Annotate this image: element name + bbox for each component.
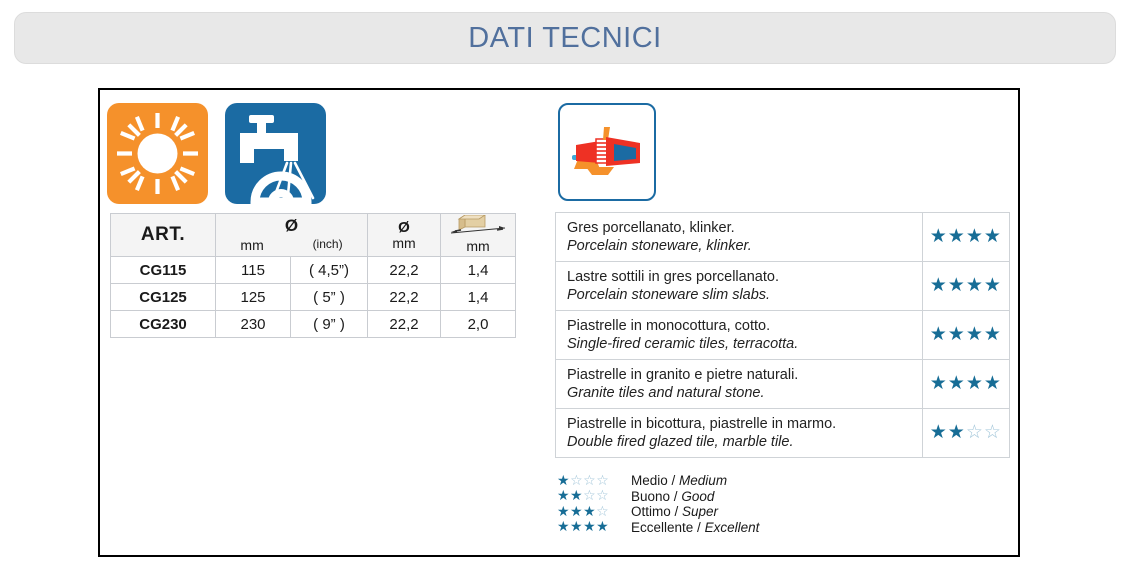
bore-unit-mm: mm: [392, 234, 416, 251]
cell-inch: ( 9” ): [291, 311, 368, 338]
material-name-it: Piastrelle in bicottura, piastrelle in marmo.: [567, 415, 837, 432]
angle-grinder-icon: [558, 103, 656, 201]
diameter-unit-mm: mm: [240, 237, 264, 253]
cell-mm: 230: [216, 311, 291, 338]
spec-header-diameter: [216, 214, 368, 257]
technical-data-panel: [98, 88, 1020, 557]
page-title-bar: [14, 12, 1116, 64]
table-row: [556, 311, 1010, 360]
legend-label: Eccellente / Excellent: [631, 519, 760, 535]
material-name-it: Piastrelle in monocottura, cotto.: [567, 317, 771, 334]
legend-label: Ottimo / Super: [631, 504, 719, 520]
material-description: [556, 311, 923, 360]
spec-table-body: [111, 257, 516, 338]
star-rating: ★★★★: [929, 323, 1002, 345]
cutting-mode-icons: [107, 103, 326, 204]
cell-thickness: 1,4: [441, 284, 516, 311]
table-row: [111, 311, 516, 338]
bore-symbol: Ø: [398, 218, 410, 236]
table-row: [556, 213, 1010, 262]
cell-bore: 22,2: [368, 311, 441, 338]
legend-item: [557, 504, 759, 520]
material-rating: [922, 360, 1009, 409]
legend-label: Buono / Good: [631, 488, 715, 504]
material-rating: [922, 311, 1009, 360]
table-row: [556, 360, 1010, 409]
material-name-en: Single-fired ceramic tiles, terracotta.: [567, 336, 799, 352]
legend-item: [557, 473, 759, 489]
article-spec-table: [110, 213, 516, 338]
material-name-en: Porcelain stoneware slim slabs.: [567, 287, 771, 303]
spec-table-header-row: [111, 214, 516, 257]
cell-bore: 22,2: [368, 257, 441, 284]
cell-art: CG125: [111, 284, 216, 311]
cell-mm: 115: [216, 257, 291, 284]
cell-art: CG230: [111, 311, 216, 338]
spec-header-thickness: [441, 214, 516, 257]
water-tap-icon: [225, 103, 326, 204]
legend-stars: ★★★☆: [557, 503, 610, 520]
material-description: [556, 360, 923, 409]
cell-art: CG115: [111, 257, 216, 284]
thickness-unit-mm: mm: [466, 238, 490, 254]
legend-item: [557, 489, 759, 505]
material-name-en: Porcelain stoneware, klinker.: [567, 238, 752, 254]
table-row: [111, 257, 516, 284]
rating-legend: [557, 473, 759, 535]
material-description: [556, 409, 923, 458]
material-name-it: Lastre sottili in gres porcellanato.: [567, 268, 779, 285]
spec-header-bore: [368, 214, 441, 257]
page-title: DATI TECNICI: [468, 21, 662, 54]
diameter-unit-inch: (inch): [312, 237, 343, 251]
material-description: [556, 262, 923, 311]
cell-inch: ( 5” ): [291, 284, 368, 311]
cell-bore: 22,2: [368, 284, 441, 311]
legend-item: [557, 520, 759, 536]
material-name-en: Double fired glazed tile, marble tile.: [567, 434, 794, 450]
spec-header-art: ART.: [111, 214, 216, 257]
material-rating: [922, 262, 1009, 311]
table-row: [556, 262, 1010, 311]
cell-inch: ( 4,5”): [291, 257, 368, 284]
legend-stars: ★★★★: [557, 519, 610, 536]
legend-label: Medio / Medium: [631, 473, 728, 489]
legend-stars: ★★☆☆: [557, 488, 610, 505]
cell-mm: 125: [216, 284, 291, 311]
cell-thickness: 1,4: [441, 257, 516, 284]
material-rating: [922, 409, 1009, 458]
diameter-symbol: Ø: [284, 216, 299, 235]
star-rating: ★★★★: [929, 372, 1002, 394]
sun-icon: [107, 103, 208, 204]
star-rating: ★★★★: [929, 274, 1002, 296]
material-rating: [922, 213, 1009, 262]
material-name-en: Granite tiles and natural stone.: [567, 385, 765, 401]
material-name-it: Gres porcellanato, klinker.: [567, 219, 735, 236]
star-rating: ★★☆☆: [929, 421, 1002, 443]
table-row: [556, 409, 1010, 458]
legend-stars: ★☆☆☆: [557, 472, 610, 489]
materials-rating-table: [555, 212, 1010, 458]
cell-thickness: 2,0: [441, 311, 516, 338]
material-name-it: Piastrelle in granito e pietre naturali.: [567, 366, 799, 383]
material-description: [556, 213, 923, 262]
table-row: [111, 284, 516, 311]
star-rating: ★★★★: [929, 225, 1002, 247]
